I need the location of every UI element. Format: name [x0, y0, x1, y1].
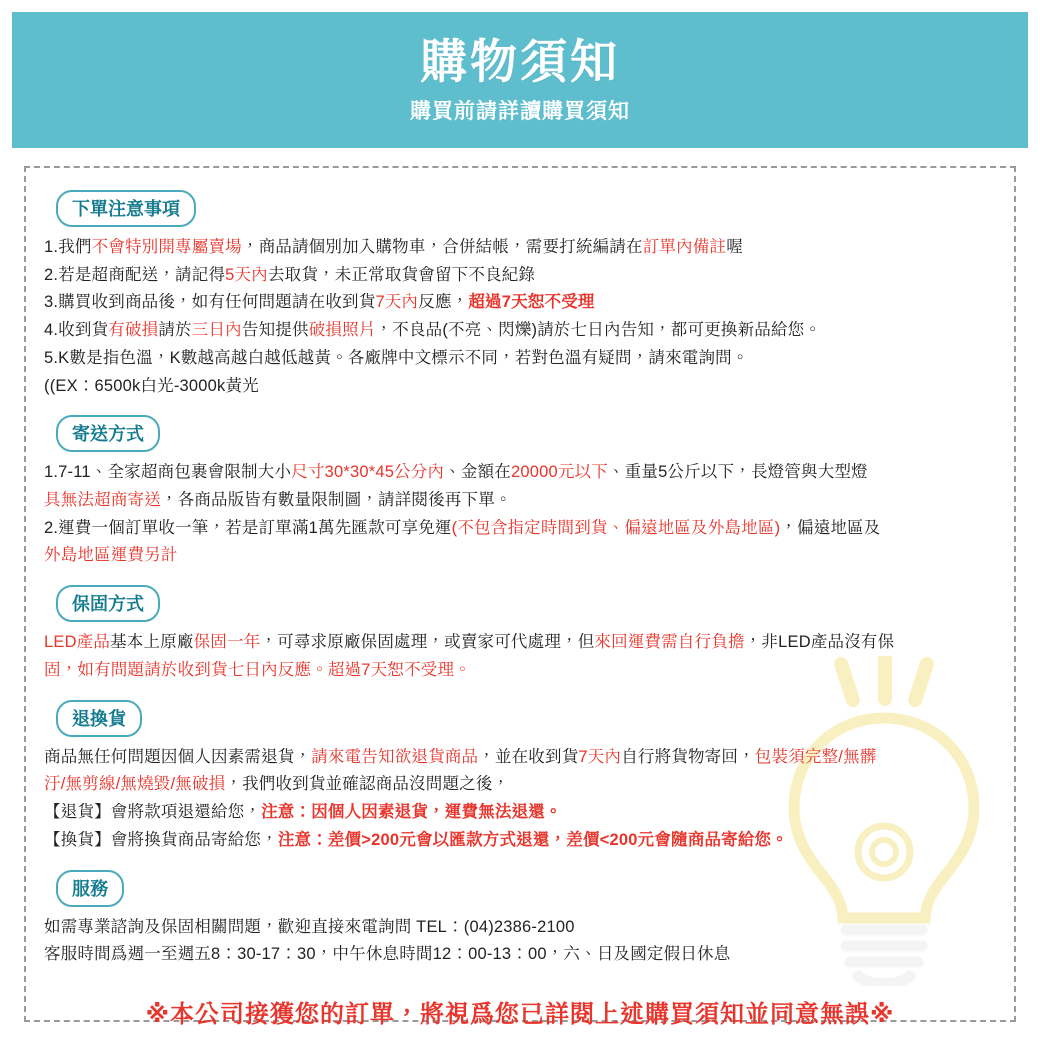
notice-line: [44, 345, 996, 372]
section-heading: 下單注意事項: [56, 190, 196, 227]
notice-line: [44, 487, 996, 514]
notice-text-run: 20000元以下: [511, 463, 608, 482]
notice-text-run: 三日內: [191, 321, 242, 340]
notice-text-run: 客服時間爲週一至週五8：30-17：30，中午休息時間12：00-13：00，六、日及國定假日休息: [44, 945, 731, 964]
notice-text-run: 請來電告知欲退貨商品: [311, 747, 479, 766]
notice-text-run: ，商品請個別加入購物車，合併結帳，需要打統編請在: [241, 238, 643, 256]
notice-text-run: ，並在收到貨: [478, 747, 579, 766]
notice-text-run: 5天內: [225, 265, 268, 284]
notice-section: [44, 190, 996, 399]
notice-section: [44, 700, 996, 854]
notice-text-run: 4.收到貨: [44, 321, 109, 340]
notice-line: [44, 459, 996, 486]
notice-text-run: 7天內: [578, 747, 622, 766]
notice-line: [44, 629, 996, 656]
notice-text-run: 喔: [726, 238, 743, 256]
notice-line: [44, 234, 996, 261]
notice-text-run: 3.購買收到商品後，如有任何問題請在收到貨: [44, 293, 376, 312]
notice-text-run: 、重量5公斤以下，長燈管與大型燈: [607, 463, 868, 482]
notice-text-run: 注意：因個人因素退貨，運費無法退還。: [261, 803, 562, 822]
section-heading: 保固方式: [56, 585, 160, 622]
notice-line: [44, 542, 996, 569]
notice-text-run: 超過7天恕不受理: [468, 293, 595, 312]
notice-text-run: ，各商品版皆有數量限制圖，請詳閱後再下單。: [160, 491, 512, 510]
notice-text-run: 2.運費一個訂單收一筆，若是訂單滿1萬先匯款可享免運: [44, 518, 452, 537]
notice-text-run: ，我們收到貨並確認商品沒問題之後，: [225, 775, 510, 794]
notice-text-run: 注意：差價>200元會以匯款方式退還，差價<200元會隨商品寄給您。: [277, 830, 788, 849]
notice-text-run: ，非LED產品沒有保: [744, 633, 895, 652]
notice-text-run: 7天內: [375, 293, 419, 312]
notice-text-run: 固，如有問題請於收到貨七日內反應。超過7天恕不受理。: [44, 660, 471, 679]
notice-text-run: 保固一年: [193, 633, 261, 652]
notice-text-run: 5.K數是指色溫，K數越高越白越低越黃。各廠牌中文標示不同，若對色溫有疑問，請來電詢問。: [44, 348, 749, 367]
notice-text-run: 去取貨，未正常取貨會留下不良紀錄: [267, 265, 536, 284]
notice-text-run: 包裝須完整/無髒: [754, 747, 877, 766]
notice-text-run: 2.若是超商配送，請記得: [44, 265, 226, 284]
notice-text-run: 破損照片: [308, 321, 376, 340]
notice-text-run: ，可尋求原廠保固處理，或賣家可代處理，但: [260, 633, 595, 652]
page-title: 購物須知: [420, 34, 620, 88]
notice-text-run: LED產品: [44, 633, 111, 652]
notice-text-run: 具無法超商寄送: [44, 491, 161, 510]
notice-text-run: 汙/無剪線/無燒毀/無破損: [44, 775, 226, 794]
notice-text-run: 訂單內備註: [642, 238, 727, 256]
notice-line: [44, 827, 996, 854]
notice-line: [44, 262, 996, 289]
section-heading: 寄送方式: [56, 415, 160, 452]
notice-line: [44, 941, 996, 968]
notice-text-run: 自行將貨物寄回，: [621, 747, 755, 766]
notice-line: [44, 799, 996, 826]
notice-line: [44, 914, 996, 941]
notice-text-run: ，偏遠地區及: [780, 518, 881, 537]
notice-text-run: 請於: [158, 321, 192, 340]
notice-text-run: 、金額在: [444, 463, 511, 482]
section-heading: 退換貨: [56, 700, 142, 737]
notice-text-run: 基本上原廠: [110, 633, 194, 652]
notice-text-run: (不包含指定時間到貨、偏遠地區及外島地區): [451, 518, 781, 537]
notice-section: [44, 870, 996, 968]
notice-text-run: 【換貨】會將換貨商品寄給您，: [44, 830, 278, 849]
notice-line: [44, 317, 996, 344]
notice-text-run: 有破損: [108, 321, 159, 340]
notice-content-frame: [24, 166, 1016, 1028]
notice-sections: [44, 190, 996, 968]
page-header-banner: [12, 12, 1028, 148]
notice-line: [44, 289, 996, 316]
notice-text-run: 商品無任何問題因個人因素需退貨，: [44, 747, 312, 766]
section-heading: 服務: [56, 870, 124, 907]
notice-line: [44, 771, 996, 798]
notice-text-run: ((EX：6500k白光-3000k黃光: [44, 376, 259, 395]
agreement-notice: ※本公司接獲您的訂單，將視爲您已詳閱上述購買須知並同意無誤※: [145, 1000, 895, 1028]
notice-text-run: 外島地區運費另計: [44, 546, 178, 565]
notice-text-run: 如需專業諮詢及保固相關問題，歡迎直接來電詢問 TEL：(04)2386-2100: [44, 917, 575, 936]
notice-section: [44, 415, 996, 569]
notice-line: [44, 657, 996, 684]
notice-text-run: 【退貨】會將款項退還給您，: [44, 803, 262, 822]
notice-text-run: 不會特別開專屬賣場: [91, 238, 242, 256]
notice-text-run: 尺寸30*30*45公分內: [291, 463, 445, 482]
notice-section: [44, 585, 996, 683]
notice-line: [44, 373, 996, 400]
page-subtitle: 購買前請詳讀購買須知: [410, 100, 630, 124]
notice-text-run: 反應，: [418, 293, 469, 312]
notice-text-run: 1.我們: [44, 238, 92, 256]
notice-line: [44, 744, 996, 771]
notice-text-run: ，不良品(不亮、閃爍)請於七日內告知，都可更換新品給您。: [375, 321, 822, 340]
notice-text-run: 告知提供: [241, 321, 309, 340]
notice-text-run: 來回運費需自行負擔: [594, 633, 745, 652]
notice-text-run: 1.7-11、全家超商包裹會限制大小: [44, 463, 292, 482]
notice-line: [44, 515, 996, 542]
